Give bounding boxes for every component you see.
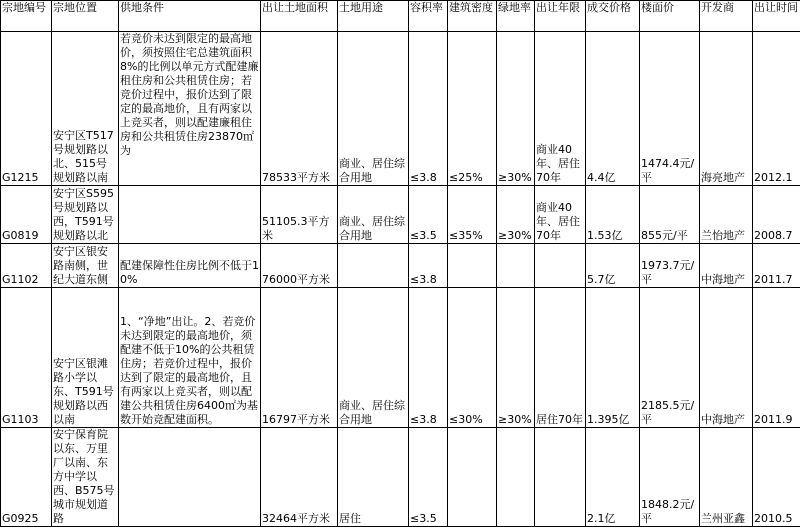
floor-price: 1848.2元/平 [640,428,700,527]
supply-conditions [119,428,261,527]
developer: 兰州亚鑫 [700,428,753,527]
deal-price: 2.1亿 [586,428,640,527]
land-area: 76000平方米 [261,244,338,288]
deal-price: 4.4亿 [586,32,640,186]
land-use: 商业、居住综合用地 [338,186,409,244]
transfer-term [535,428,586,527]
parcel-location: 安宁区银滩路小学以东、T591号规划路以西以南 [52,288,119,428]
transfer-date: 2010.5 [753,428,800,527]
header-cell: 开发商 [700,1,753,32]
table-row [1,428,800,527]
land-area: 32464平方米 [261,428,338,527]
header-cell: 建筑密度 [448,1,497,32]
land-area: 51105.3平方米 [261,186,338,244]
developer: 海亮地产 [700,32,753,186]
parcel-location: 安宁区银安路南侧，世纪大道东侧 [52,244,119,288]
plot-ratio: ≤3.5 [409,428,448,527]
building-density: ≤25% [448,32,497,186]
parcel-location: 安宁区T517号规划路以北、515号规划路以南 [52,32,119,186]
header-cell: 出让时间 [753,1,800,32]
header-cell: 容积率 [409,1,448,32]
supply-conditions: 配建保障性住房比例不低于10% [119,244,261,288]
land-use [338,244,409,288]
header-cell: 楼面价 [640,1,700,32]
transfer-date: 2011.9 [753,288,800,428]
land-area: 16797平方米 [261,288,338,428]
green-ratio: ≥30% [497,186,535,244]
parcel-id: G0925 [1,428,52,527]
transfer-term [535,244,586,288]
supply-conditions: 若竞价未达到限定的最高地价，须按照住宅总建筑面积8%的比例以单元方式配建廉租住房和公共租赁住房；若竞价过程中，报价达到了限定的最高地价，且有两家以上竞买者，则以配建廉租住房和公共租赁住房23870㎡为 [119,32,261,186]
transfer-date: 2011.7 [753,244,800,288]
header-row [1,1,800,32]
supply-conditions: 1、“净地”出让。2、若竞价未达到限定的最高地价，须配建不低于10%的公共租赁住房；若竞价过程中，报价达到了限定的最高地价，且有两家以上竞买者，则以配建公共租赁住房6400㎡为基数开始竞配建面积。 [119,288,261,428]
table-row [1,32,800,186]
building-density: ≤30% [448,288,497,428]
floor-price: 2185.5元/平 [640,288,700,428]
header-cell: 出让土地面积 [261,1,338,32]
table-row [1,288,800,428]
parcel-id: G1215 [1,32,52,186]
parcel-id: G1103 [1,288,52,428]
plot-ratio: ≤3.8 [409,244,448,288]
header-cell: 土地用途 [338,1,409,32]
developer: 兰怡地产 [700,186,753,244]
transfer-term: 商业40年、居住70年 [535,186,586,244]
land-use: 商业、居住综合用地 [338,288,409,428]
land-use: 商业、居住综合用地 [338,32,409,186]
parcel-id: G0819 [1,186,52,244]
green-ratio [497,244,535,288]
building-density [448,428,497,527]
deal-price: 5.7亿 [586,244,640,288]
plot-ratio: ≤3.8 [409,32,448,186]
floor-price: 855元/平 [640,186,700,244]
floor-price: 1973.7元/平 [640,244,700,288]
developer: 中海地产 [700,244,753,288]
parcel-location: 安宁保育院以东、万里厂以南、东方中学以西、B575号城市规划道路 [52,428,119,527]
table-row [1,244,800,288]
parcel-id: G1102 [1,244,52,288]
header-cell: 绿地率 [497,1,535,32]
header-cell: 宗地位置 [52,1,119,32]
header-cell: 成交价格 [586,1,640,32]
green-ratio: ≥30% [497,288,535,428]
transfer-term: 商业40年、居住70年 [535,32,586,186]
deal-price: 1.395亿 [586,288,640,428]
building-density [448,244,497,288]
header-cell: 出让年限 [535,1,586,32]
land-area: 78533平方米 [261,32,338,186]
plot-ratio: ≤3.8 [409,288,448,428]
floor-price: 1474.4元/平 [640,32,700,186]
table-row [1,186,800,244]
building-density: ≤35% [448,186,497,244]
developer: 中海地产 [700,288,753,428]
header-cell: 宗地编号 [1,1,52,32]
supply-conditions [119,186,261,244]
plot-ratio: ≤3.5 [409,186,448,244]
deal-price: 1.53亿 [586,186,640,244]
green-ratio [497,428,535,527]
green-ratio: ≥30% [497,32,535,186]
land-use: 居住 [338,428,409,527]
transfer-term: 居住70年 [535,288,586,428]
transfer-date: 2012.1 [753,32,800,186]
transfer-date: 2008.7 [753,186,800,244]
parcel-location: 安宁区S595号规划路以西，T591号规划路以北 [52,186,119,244]
header-cell: 供地条件 [119,1,261,32]
